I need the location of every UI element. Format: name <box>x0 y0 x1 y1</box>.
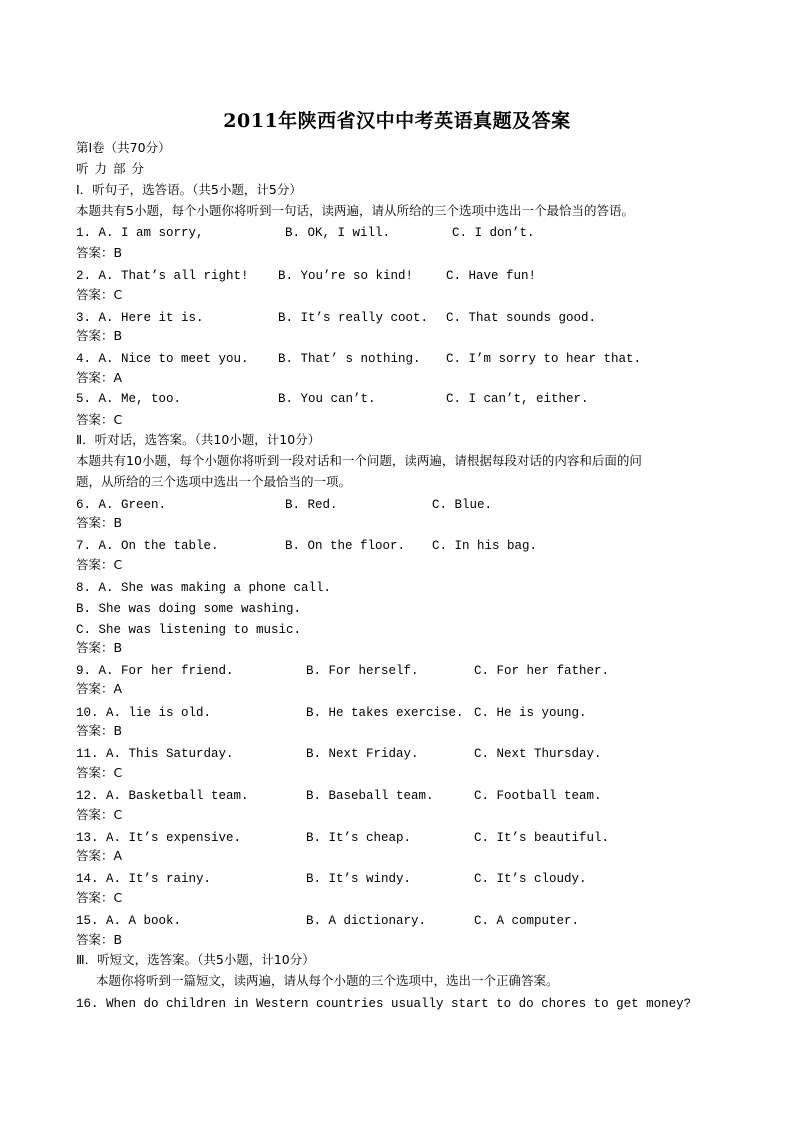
q1-option-a: 1. A. I am sorry, <box>76 226 204 240</box>
q10-option-a: 10. A. lie is old. <box>76 706 212 720</box>
q15-option-b: B. A dictionary. <box>306 914 427 928</box>
q12-option-b: B. Baseball team. <box>306 789 434 803</box>
q13-option-a: 13. A. It’s expensive. <box>76 831 242 845</box>
q12-option-c: C. Football team. <box>474 789 602 803</box>
q14-option-c: C. It’s cloudy. <box>474 872 587 886</box>
q10-answer: 答案：B <box>76 723 123 738</box>
q12-option-a: 12. A. Basketball team. <box>76 789 249 803</box>
q4-answer: 答案：A <box>76 370 123 385</box>
paper-part-label: 第Ⅰ卷（共70分） <box>76 140 171 155</box>
section2-instruction-line1: 本题共有10小题，每个小题你将听到一段对话和一个问题，读两遍，请根据每段对话的内容和后面的问 <box>76 453 642 468</box>
q7-answer: 答案：C <box>76 557 123 572</box>
q4-option-b: B. That’ s nothing. <box>278 352 421 366</box>
q10-option-b: B. He takes exercise. <box>306 706 464 720</box>
q9-answer: 答案：A <box>76 681 123 696</box>
q4-option-a: 4. A. Nice to meet you. <box>76 352 249 366</box>
q7-option-c: C. In his bag. <box>432 539 538 553</box>
q3-option-b: B. It’s really coot. <box>278 311 429 325</box>
q1-option-b: B. OK, I will. <box>285 226 391 240</box>
q7-option-a: 7. A. On the table. <box>76 539 219 553</box>
page-title: 2011年陕西省汉中中考英语真题及答案 <box>223 110 571 132</box>
q15-answer: 答案：B <box>76 932 123 947</box>
q5-option-b: B. You can’t. <box>278 392 376 406</box>
q11-option-c: C. Next Thursday. <box>474 747 602 761</box>
q16-question: 16. When do children in Western countries usually start to do chores to get money? <box>76 997 692 1011</box>
q2-answer: 答案：C <box>76 287 123 302</box>
q1-option-c: C. I don’t. <box>452 226 535 240</box>
q13-option-c: C. It’s beautiful. <box>474 831 610 845</box>
section3-instruction: 本题你将听到一篇短文，读两遍，请从每个小题的三个选项中，选出一个正确答案。 <box>96 973 559 988</box>
q5-option-c: C. I can’t, either. <box>446 392 589 406</box>
q4-option-c: C. I’m sorry to hear that. <box>446 352 642 366</box>
q2-option-a: 2. A. That’s all right! <box>76 269 249 283</box>
q9-option-c: C. For her father. <box>474 664 610 678</box>
q3-option-c: C. That sounds good. <box>446 311 597 325</box>
q6-answer: 答案：B <box>76 515 123 530</box>
q3-answer: 答案：B <box>76 328 123 343</box>
q11-answer: 答案：C <box>76 765 123 780</box>
q6-option-c: C. Blue. <box>432 498 493 512</box>
q14-option-b: B. It’s windy. <box>306 872 412 886</box>
q11-option-a: 11. A. This Saturday. <box>76 747 234 761</box>
section1-instruction: 本题共有5小题，每个小题你将听到一句话，读两遍，请从所给的三个选项中选出一个最恰当的答语。 <box>76 203 634 218</box>
q8-option-b: B. She was doing some washing. <box>76 602 302 616</box>
q15-option-c: C. A computer. <box>474 914 580 928</box>
section3-heading: Ⅲ．听短文，选答案。（共5小题，计10分） <box>76 952 315 967</box>
section2-instruction-line2: 题，从所给的三个选项中选出一个最恰当的一项。 <box>76 474 352 489</box>
q8-option-c: C. She was listening to music. <box>76 623 302 637</box>
q2-option-b: B. You’re so kind! <box>278 269 414 283</box>
q2-option-c: C. Have fun! <box>446 269 537 283</box>
q8-answer: 答案：B <box>76 640 123 655</box>
q11-option-b: B. Next Friday. <box>306 747 419 761</box>
q5-answer: 答案：C <box>76 412 123 427</box>
q13-answer: 答案：A <box>76 848 123 863</box>
q9-option-a: 9. A. For her friend. <box>76 664 234 678</box>
q3-option-a: 3. A. Here it is. <box>76 311 204 325</box>
section2-heading: Ⅱ．听对话，选答案。（共10小题，计10分） <box>76 432 321 447</box>
q1-answer: 答案：B <box>76 245 123 260</box>
q13-option-b: B. It’s cheap. <box>306 831 412 845</box>
section1-heading: Ⅰ．听句子，选答语。（共5小题，计5分） <box>76 182 302 197</box>
q6-option-a: 6. A. Green. <box>76 498 167 512</box>
q10-option-c: C. He is young. <box>474 706 587 720</box>
q14-answer: 答案：C <box>76 890 123 905</box>
q8-option-a: 8. A. She was making a phone call. <box>76 581 332 595</box>
q9-option-b: B. For herself. <box>306 664 419 678</box>
q7-option-b: B. On the floor. <box>285 539 406 553</box>
listening-heading: 听 力 部 分 <box>76 161 145 176</box>
q12-answer: 答案：C <box>76 807 123 822</box>
q14-option-a: 14. A. It’s rainy. <box>76 872 212 886</box>
q5-option-a: 5. A. Me, too. <box>76 392 182 406</box>
q6-option-b: B. Red. <box>285 498 338 512</box>
q15-option-a: 15. A. A book. <box>76 914 182 928</box>
